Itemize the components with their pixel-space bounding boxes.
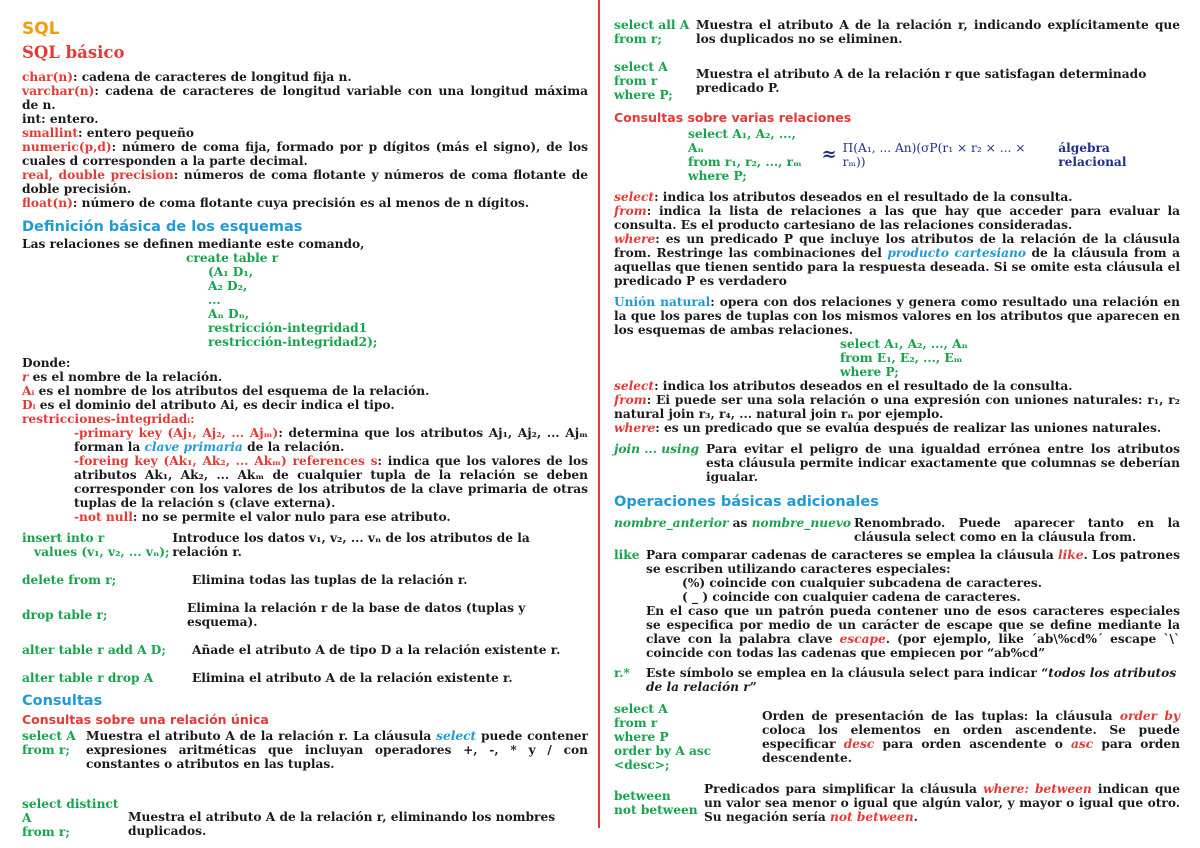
where-explanation: where: es un predicado P que incluye los atributos de la relación de la cláusula from. Restringe las combinaciones del producto cartesiano de la cláusula from a aquellas que tienen sentido para la respuesta deseada. Si se omite esta cláusula el predicado P es verdadero [614, 232, 1180, 288]
right-column [614, 18, 1180, 824]
restrictions-label: restricciones-integridadᵢ: [22, 412, 195, 426]
type-item: char(n): cadena de caracteres de longitud fija n. [22, 70, 352, 84]
rename-operation: nombre_anterior as nombre_nuevo Renombrado. Puede aparecer tanto en la cláusula select como en la cláusula from. [614, 516, 1180, 544]
schema-title: Definición básica de los esquemas [22, 219, 303, 235]
types-list [22, 70, 588, 210]
natural-join-explanation: Unión natural: opera con dos relaciones y genera como resultado una relación en la que los pares de tuplas con los mismos valores en los atributos que aparecen en los esquemas de ambas relaciones. [614, 295, 1180, 337]
select-distinct: select distinct A from r; Muestra el atributo A de la relación r, eliminando los nombres duplicados. [22, 797, 556, 839]
additional-ops-title: Operaciones básicas adicionales [614, 494, 879, 510]
star-operation: r.* Este símbolo se emplea en la cláusula select para indicar “todos los atributos de la relación r” [614, 666, 1177, 694]
type-item: varchar(n): cadena de caracteres de longitud variable con una longitud máxima de n. [22, 84, 588, 112]
single-relation-title: Consultas sobre una relación única [22, 712, 269, 727]
left-column [22, 18, 588, 839]
create-table-block: create table r (A₁ D₁, A₂ D₂, ... Aₙ Dₙ, restricción-integridad1 restricción-integridad2); [186, 251, 378, 349]
like-operation: like Para comparar cadenas de caracteres se emplea la cláusula like. Los patrones se escriben utilizando caracteres especiales: (%) coincide con cualquier subcadena de caracteres. ( _ ) coincide con cualquier cadena de caracteres. En el caso que un patrón pueda contener uno de esos caracteres especiales se especifica por medio de un carácter de escape que se define mediante la clave con la palabra clave escape. (por ejemplo, like ´ab\%cd%´ escape `\` coincide con todas las cadenas que empiecen por “ab%cd” [614, 548, 1180, 660]
insert-command: insert into r values (v₁, v₂, ... vₙ); Introduce los datos v₁, v₂, ... vₙ de los atributos de la relación r. [22, 531, 530, 559]
primary-key-item: -primary key (Aj₁, Aj₂, ... Ajₘ): determina que los atributos Aj₁, Aj₂, ... Ajₘ forman la clave primaria de la relación. [74, 426, 588, 454]
column-divider [598, 0, 600, 828]
type-item: smallint: entero pequeño [22, 126, 194, 140]
r-description: r es el nombre de la relación. [22, 370, 223, 384]
d-description: Dᵢ es el dominio del atributo Ai, es decir indica el tipo. [22, 398, 395, 412]
select-all: select all A from r; Muestra el atributo A de la relación r, indicando explícitamente que los duplicados no se eliminen. [614, 18, 1180, 46]
type-item: real, double precision: números de coma flotante y números de coma flotante de doble precisión. [22, 168, 588, 196]
order-by-operation: select A from r where P order by A asc <desc>; Orden de presentación de las tuplas: la cláusula order by coloca los elementos en orden ascendente. Se puede especificar desc para orden ascendente o asc para orden descendente. [614, 702, 1180, 772]
natural-where-expl: where: es un predicado que se evalúa después de realizar las uniones naturales. [614, 421, 1162, 435]
delete-command: delete from r; Elimina todas las tuplas de la relación r. [22, 573, 468, 587]
donde-label: Donde: [22, 356, 71, 370]
select-where: select A from r where P; Muestra el atributo A de la relación r que satisfagan determinado predicado P. [614, 60, 1147, 102]
natural-select-expl: select: indica los atributos deseados en el resultado de la consulta. [614, 379, 1073, 393]
type-item: int: entero. [22, 112, 99, 126]
not-null-item: -not null: no se permite el valor nulo para ese atributo. [74, 510, 451, 524]
type-item: numeric(p,d): número de coma fija, formado por p dígitos (más el signo), de los cuales d corresponden a la parte decimal. [22, 140, 588, 168]
foreign-key-item: -foreing key (Ak₁, Ak₂, ... Akₘ) references s: indica que los valores de los atributos Ak₁, Ak₂, ... Akₘ de cualquier tupla de la relación se deben corresponder con los valores de los atributos de la clave primaria de otras tuplas de la relación s (clave externa). [74, 454, 588, 510]
type-item: float(n): número de coma flotante cuya precisión es al menos de n dígitos. [22, 196, 530, 210]
drop-command: drop table r; Elimina la relación r de la base de datos (tuplas y esquema). [22, 601, 526, 629]
select-basic: select A from r; Muestra el atributo A de la relación r. La cláusula select puede contener expresiones aritméticas que incluyan operadores +, -, * y / con constantes o atributos en las tuplas. [22, 729, 588, 771]
multi-relation-title: Consultas sobre varias relaciones [614, 110, 852, 125]
natural-from-expl: from: Ei puede ser una sola relación o una expresión con uniones naturales: r₁, r₂ natural join r₃, r₄, ... natural join rₙ por ejemplo. [614, 393, 1180, 421]
queries-title: Consultas [22, 693, 103, 709]
join-using: join ... using Para evitar el peligro de una igualdad errónea entre los atributos esta cláusula permite indicar exactamente que columnas se deberían igualar. [614, 442, 1180, 484]
between-operation: between not between Predicados para simplificar la cláusula where: between indican que un valor sea menor o igual que algún valor, y mayor o igual que otro. Su negación sería not between. [614, 782, 1180, 824]
multi-select-block: select A₁, A₂, ..., Aₙ from r₁, r₂, ..., rₘ where P; ≈ Π(A₁, ... An)(σP(r₁ × r₂ × ... × rₘ)) álgebra relacional [688, 127, 1127, 183]
natural-select-block: select A₁, A₂, ..., Aₙ from E₁, E₂, ..., Eₘ where P; [840, 337, 968, 379]
select-explanation: select: indica los atributos deseados en el resultado de la consulta. [614, 190, 1073, 204]
alter-add-command: alter table r add A D; Añade el atributo A de tipo D a la relación existente r. [22, 643, 561, 657]
schema-intro: Las relaciones se definen mediante este comando, [22, 237, 365, 251]
basic-sql-title: SQL básico [22, 43, 125, 62]
a-description: Aᵢ es el nombre de los atributos del esquema de la relación. [22, 384, 430, 398]
from-explanation: from: indica la lista de relaciones a las que hay que acceder para evaluar la consulta. Es el producto cartesiano de las relaciones consideradas. [614, 204, 1180, 232]
page-title: SQL [22, 19, 60, 39]
alter-drop-command: alter table r drop A Elimina el atributo A de la relación existente r. [22, 671, 513, 685]
